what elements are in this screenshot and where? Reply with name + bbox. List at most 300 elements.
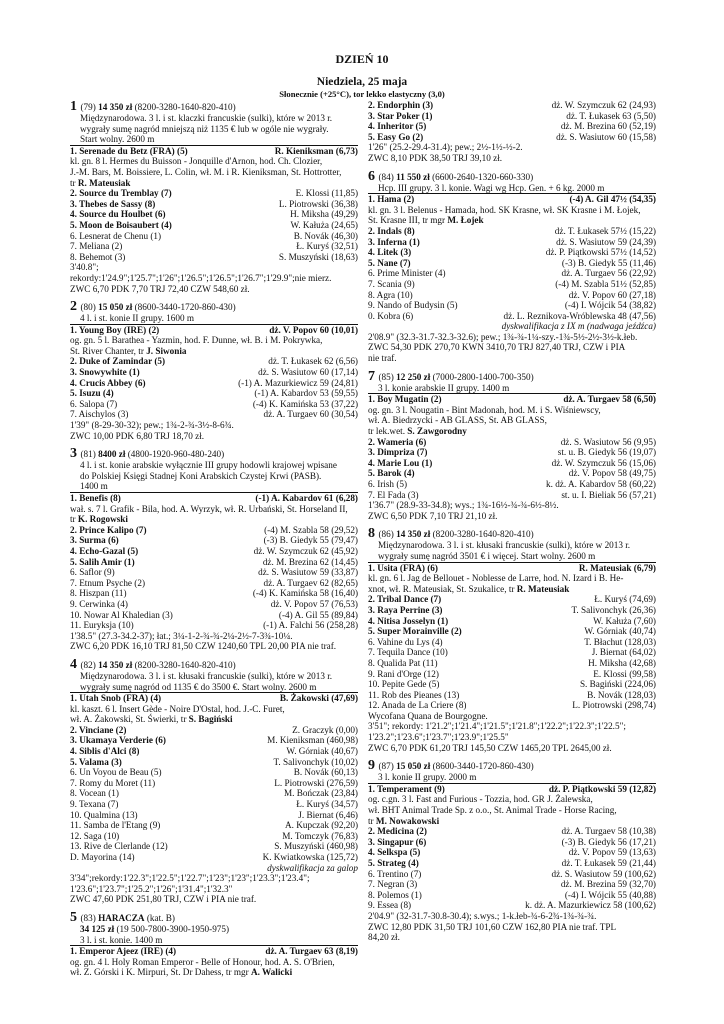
- race-notes: 1'39" (8-29-30-32); pew.; 1¾-2-¾-3½-8-6¾.: [70, 420, 234, 431]
- text-span: wł. Z. Górski i K. Mirpuri, St. Dr Dahess, tr mgr: [70, 967, 251, 978]
- text-span: (86): [378, 529, 397, 540]
- race-notes: ZWC 10,00 PDK 6,80 TRJ 18,70 zł.: [70, 430, 205, 441]
- result-row: [70, 725, 358, 736]
- jockey-name: L. Piotrowski (276,59): [274, 777, 358, 788]
- result-row: [368, 279, 656, 290]
- horse-name: 3. Singapur (6): [368, 836, 427, 847]
- horse-name: 3. Ukamaya Verderie (6): [70, 735, 166, 746]
- jockey-name: (-4) A. Gil 55 (89,84): [278, 609, 358, 620]
- bold-text: S. Zawgorodny: [407, 426, 467, 437]
- jockey-name: k. dż. A. Kabardov 58 (60,22): [546, 479, 656, 489]
- race-block: [70, 100, 358, 294]
- race-condition: 3 l. konie arabskie II grupy. 1400 m: [368, 383, 656, 395]
- result-row: [368, 900, 656, 911]
- horse-name: 6. Irish (5): [368, 479, 408, 489]
- result-row: [368, 594, 656, 605]
- race-notes: 2'04.9" (32-31.7-30.8-30.4); s.wys.; 1-k.łeb-¾-6-2¾-1¾-¾-¾.: [368, 910, 597, 921]
- right-column: [368, 100, 656, 949]
- pedigree-line: [70, 504, 358, 515]
- horse-name: 6. Un Voyou de Beau (5): [70, 767, 162, 778]
- text-span: J.-M. Bars, M. Boissiere, L. Colin, wł. M. i R. Kieniksman, St. Hottrotter,: [70, 166, 342, 177]
- result-row: [70, 525, 358, 536]
- race-number: 4: [70, 656, 81, 672]
- race-notes: 3'34";rekordy:1'22.3";1'22.5";1'22.7";1'23";1'23";1'23.3";1'23.4";: [70, 873, 310, 884]
- horse-name: 9. Nando of Budysin (5): [368, 300, 458, 311]
- jockey-name: Ł. Kuryś (74,69): [594, 594, 656, 605]
- horse-name: 2. Duke of Zamindar (5): [70, 356, 166, 367]
- pedigree-line: [70, 957, 358, 968]
- race-condition: wygrały sumę nagród mniejszą niż 1135 € lub w ogóle nie wygrały.: [80, 123, 329, 134]
- jockey-name: st. u. I. Bieliak 56 (57,21): [561, 489, 656, 500]
- horse-name: 8. Vocean (1): [70, 788, 119, 799]
- result-row: [70, 546, 358, 557]
- horse-name: 4. Litek (3): [368, 247, 412, 258]
- jockey-name: dż. A. Turgaev 58 (10,38): [561, 826, 656, 837]
- result-row: [70, 252, 358, 263]
- jockey-name: M. Bończak (23,84): [284, 788, 358, 799]
- jockey-name: T. Salivonchyk (26,36): [571, 604, 656, 615]
- horse-name: 5. Salih Amir (1): [70, 556, 135, 567]
- race-number: 1: [70, 99, 81, 114]
- result-row: [368, 637, 656, 648]
- horse-name: 0. Kobra (6): [368, 310, 414, 321]
- pedigree-line: [70, 714, 358, 725]
- result-row: [368, 837, 656, 848]
- pedigree-line: [368, 205, 656, 216]
- jockey-name: (-4) I. Wójcik 55 (40,88): [564, 889, 656, 900]
- jockey-name: S. Muszyński (460,98): [274, 841, 358, 852]
- race-number: 9: [368, 758, 379, 774]
- race-condition: wygrały sumę nagród 3501 € i więcej. Start wolny. 2600 m: [368, 551, 656, 563]
- pedigree-line: [70, 346, 358, 357]
- text-span: (85): [378, 371, 397, 382]
- race-condition: 3 l. i st. konie. 1400 m: [70, 935, 358, 947]
- text-span: St. River Chanter, tr: [70, 345, 147, 356]
- result-row: [368, 458, 656, 469]
- disqualification-note: dyskwalifikacja za galop: [267, 862, 358, 873]
- horse-name: 11. Euryksja (10): [70, 620, 134, 631]
- horse-name: 3. Dimpriza (7): [368, 447, 428, 458]
- race-number: 3: [70, 446, 81, 462]
- horse-name: 1. Emperor Ajeez (IRE) (4): [70, 946, 177, 957]
- horse-name: 13. Rive de Clerlande (12): [70, 841, 168, 852]
- jockey-name: dż. W. Szymczuk 62 (24,93): [551, 100, 656, 110]
- race-condition: 4 l. i st. konie II grupy. 1600 m: [70, 313, 358, 325]
- horse-name: 4. Selkspa (5): [368, 847, 421, 858]
- result-row: [368, 300, 656, 311]
- horse-name: 6. Saflor (9): [70, 567, 115, 578]
- result-row: [70, 599, 358, 610]
- pedigree-line: [70, 514, 358, 525]
- date-title: Niedziela, 25 maja: [316, 76, 408, 88]
- jockey-name: st. u. B. Giedyk 56 (19,07): [557, 447, 656, 458]
- race-notes: 3'51"; rekordy: 1'21.2";1'21.4";1'21.5";1'21.8";1'22.2";1'22.3";1'22.5";: [368, 721, 626, 732]
- text-span: og. gn. 4 l. Holy Roman Emperor - Belle of Honour, hod. A. S. O'Brien,: [70, 956, 335, 967]
- pedigree-line: [368, 426, 656, 437]
- text-span: wał. s. 7 l. Grafik - Bila, hod. A. Wyrzyk, wł. R. Urbański, St. Horseland II,: [70, 503, 348, 514]
- race-notes: ZWC 54,30 PDK 270,70 KWN 3410,70 TRJ 827,40 TRJ, CZW i PIA: [368, 342, 626, 353]
- result-row: [70, 241, 358, 252]
- race-number: 7: [368, 368, 379, 384]
- jockey-name: R. Kieniksman (6,73): [274, 145, 358, 156]
- horse-name: 2. Tribal Dance (7): [368, 594, 442, 605]
- horse-name: 2. Endorphin (3): [368, 100, 434, 110]
- text-span: (4800-1920-960-480-240): [125, 449, 225, 460]
- horse-name: 5. Moon de Boisaubert (4): [70, 219, 172, 230]
- jockey-name: (-4) M. Szabla 58 (29,52): [264, 524, 358, 535]
- jockey-name: B. Novák (60,13): [293, 767, 358, 778]
- text-span: (8200-3280-1640-820-410): [430, 529, 534, 540]
- race-heading: [368, 170, 656, 183]
- horse-name: 5. Easy Go (2): [368, 131, 424, 142]
- jockey-name: (-4) K. Kamińska 58 (16,40): [252, 588, 358, 599]
- result-row: [70, 757, 358, 768]
- race-block: [368, 527, 656, 753]
- result-row: [368, 826, 656, 837]
- pedigree-line: [368, 405, 656, 416]
- winner-row: [70, 693, 358, 704]
- race-condition: Międzynarodowa. 3 l. i st. kłusaki francuskie (sulki), które w 2013 r.: [378, 540, 631, 551]
- winner-row: [368, 194, 656, 205]
- result-row: [368, 447, 656, 458]
- jockey-name: B. Żakowski (47,69): [279, 693, 358, 704]
- bold-text: 34 125 zł: [80, 923, 115, 934]
- jockey-name: dż. W. Szymczuk 62 (45,92): [253, 545, 358, 556]
- text-span: og. gn. 3 l. Nougatin - Bint Madonah, hod. M. i S. Wiśniewscy,: [368, 404, 601, 415]
- bold-text: M. Łojek: [447, 215, 484, 226]
- text-span: wł. BHT Animal Trade Sp. z o.o., St. Animal Trade - Horse Racing,: [368, 805, 617, 816]
- result-row: [368, 616, 656, 627]
- race-notes: nie traf.: [368, 353, 397, 364]
- horse-name: 4. Siblis d'Alci (8): [70, 746, 140, 757]
- bold-text: 11 550 zł: [396, 171, 430, 182]
- jockey-name: (-4) K. Kamińska 53 (37,22): [252, 398, 358, 409]
- jockey-name: W. Górniak (40,67): [286, 746, 358, 757]
- race-notes: 1'36.7" (28.9-33-34.8); wys.; 1¾-16½-¾-¾-6½-8½.: [368, 500, 559, 511]
- winner-row: [368, 563, 656, 574]
- pedigree-line: [70, 335, 358, 346]
- horse-name: 8. Behemot (3): [70, 251, 126, 262]
- race-heading: [368, 370, 656, 383]
- race-block: [70, 658, 358, 905]
- race-notes: 1'23.2";1'23.6";1'23.7";1'23.9";1'25.5": [368, 732, 509, 743]
- winner-row: [368, 784, 656, 795]
- horse-name: 7. Romy du Moret (11): [70, 777, 156, 788]
- jockey-name: dż. S. Wasiutow 59 (24,39): [556, 236, 656, 247]
- race-notes: 2'08.9" (32.3-31.7-32.3-32.6); pew.; 1¾-¾-1¼-szy.-1¾-5½-2½-3½-k.łeb.: [368, 331, 638, 342]
- jockey-name: dż. T. Łukasek 63 (5,50): [566, 110, 656, 121]
- horse-name: 11. Samba de l'Etang (9): [70, 820, 161, 831]
- text-span: wł. A. Żakowski, St. Świerki, tr: [70, 714, 189, 725]
- result-row: [368, 311, 656, 322]
- bold-text: K. Rogowski: [77, 514, 128, 525]
- text-span: (87): [378, 761, 397, 772]
- jockey-name: W. Kałuża (24,65): [290, 219, 358, 230]
- horse-name: 1. Benefis (8): [70, 493, 121, 503]
- jockey-name: dż. W. Szymczuk 56 (15,06): [551, 457, 656, 468]
- jockey-name: (-4) A. Gil 47½ (54,35): [569, 194, 656, 205]
- result-row: [70, 810, 358, 821]
- horse-name: 10. Nowar Al Khaledian (3): [70, 609, 173, 620]
- text-span: (83): [80, 912, 99, 923]
- result-row: [70, 388, 358, 399]
- winner-row: [70, 146, 358, 157]
- race-notes: 84,20 zł.: [368, 932, 400, 943]
- result-row: [368, 690, 656, 701]
- horse-name: 4. Echo-Gazal (5): [70, 545, 139, 556]
- jockey-name: dż. S. Wasiutow 60 (15,58): [556, 131, 656, 142]
- text-span: (81): [80, 449, 99, 460]
- winner-row: [70, 946, 358, 957]
- horse-name: 11. Rob des Pieanes (13): [368, 689, 460, 700]
- result-row: [70, 367, 358, 378]
- jockey-name: dż. S. Wasiutow 59 (100,62): [551, 868, 656, 879]
- result-row: [70, 399, 358, 410]
- text-span: kl. gn. 8 l. Hermes du Buisson - Jonquille d'Arnon, hod. Ch. Clozier,: [70, 156, 323, 167]
- text-span: (84): [378, 171, 397, 182]
- result-row: [70, 557, 358, 568]
- result-row: [368, 121, 656, 132]
- race-prize-line: [70, 924, 358, 935]
- bold-text: 8400 zł: [98, 449, 126, 460]
- pedigree-line: [70, 967, 358, 978]
- horse-name: 5. Super Morainville (2): [368, 626, 462, 637]
- result-row: [70, 735, 358, 746]
- result-row: [368, 437, 656, 448]
- jockey-name: dż. T. Łukasek 62 (6,56): [268, 356, 358, 367]
- race-notes: ZWC 6,50 PDK 7,10 TRJ 21,10 zł.: [368, 510, 498, 521]
- text-span: wł. A. Biedrzycki - AB GLASS, St. AB GLASS,: [368, 415, 547, 426]
- horse-name: 9. Cerwinka (4): [70, 598, 128, 609]
- horse-name: 3. Inferna (1): [368, 236, 420, 247]
- jockey-name: (-1) A. Mazurkiewicz 59 (24,81): [238, 377, 358, 388]
- horse-name: 6. Lesnerat de Chenu (1): [70, 230, 162, 241]
- jockey-name: dż. A. Turgaev 63 (8,19): [265, 946, 358, 957]
- jockey-name: S. Bagiński (224,06): [579, 679, 656, 690]
- horse-name: 7. Tequila Dance (10): [368, 647, 448, 658]
- jockey-name: M. Kieniksman (460,98): [267, 735, 358, 746]
- jockey-name: dż. P. Piątkowski 59 (12,82): [548, 783, 656, 794]
- text-span: (8200-3280-1640-820-410): [132, 659, 236, 670]
- result-row: [368, 869, 656, 880]
- result-row: [70, 209, 358, 220]
- jockey-name: (-1) A. Falchi 56 (258,28): [263, 620, 358, 631]
- result-row: [70, 852, 358, 863]
- horse-name: 1. Serenade du Betz (FRA) (5): [70, 145, 188, 156]
- text-span: kl. kaszt. 6 l. Insert Gède - Noire D'Ostal, hod. J.-C. Furet,: [70, 703, 285, 714]
- race-notes: rekordy:1'24.9";1'25.7";1'26";1'26.5";1'26.5";1'26.7";1'29.9";nie mierz.: [70, 272, 332, 283]
- jockey-name: L. Piotrowski (36,38): [278, 198, 358, 209]
- horse-name: 1. Boy Mugatin (2): [368, 394, 442, 405]
- race-condition: 1400 m: [70, 481, 358, 493]
- jockey-name: Z. Graczyk (0,00): [292, 724, 358, 735]
- text-span: tr: [70, 177, 78, 188]
- race-condition: Start wolny. 2600 m: [70, 134, 358, 146]
- jockey-name: B. Novák (128,03): [587, 689, 656, 700]
- withdrawn-note: Wycofana Quana de Bourgogne.: [368, 710, 488, 721]
- horse-name: 9. Essea (8): [368, 900, 412, 911]
- bold-text: S. Bagiński: [188, 714, 233, 725]
- race-notes: ZWC 8,10 PDK 38,50 TRJ 39,10 zł.: [368, 152, 503, 163]
- horse-name: 3. Thebes de Sassy (8): [70, 198, 156, 209]
- jockey-name: J. Biernat (64,02): [591, 647, 656, 658]
- horse-name: 12. Anada de La Criere (8): [368, 700, 467, 711]
- text-span: (8600-3440-1720-860-430): [430, 761, 534, 772]
- jockey-name: K. Kwiatkowska (125,72): [262, 852, 358, 862]
- text-span: (6600-2640-1320-660-330): [429, 171, 534, 182]
- race-notes: ZWC 47,60 PDK 251,80 TRJ, CZW i PIA nie traf.: [70, 894, 257, 905]
- pedigree-line: [368, 215, 656, 226]
- horse-name: 4. Crucis Abbey (6): [70, 377, 146, 388]
- result-row: [368, 605, 656, 616]
- horse-name: 1. Temperament (9): [368, 783, 445, 794]
- result-row: [70, 188, 358, 199]
- race-notes: ZWC 6,70 PDK 61,20 TRJ 145,50 CZW 1465,20 TPL 2645,00 zł.: [368, 742, 612, 753]
- jockey-name: dż. A. Turgaev 62 (82,65): [263, 577, 358, 588]
- race-heading: [70, 100, 358, 113]
- jockey-name: (-4) M. Szabla 51½ (52,85): [555, 278, 656, 289]
- result-row: [70, 831, 358, 842]
- result-row: [70, 610, 358, 621]
- result-row: [368, 658, 656, 669]
- jockey-name: dż. S. Wasiutow 60 (17,14): [258, 367, 358, 378]
- jockey-name: dż. V. Popov 58 (49,75): [568, 468, 656, 479]
- horse-name: 2. Medicina (2): [368, 826, 427, 837]
- result-row: [368, 626, 656, 637]
- race-notes: 1'26" (25.2-29.4-31.4); pew.; 2½-1½-½-2.: [368, 142, 523, 153]
- jockey-name: dż. A. Turgaev 60 (30,54): [263, 409, 358, 420]
- bold-text: 14 350 zł: [98, 659, 133, 670]
- result-row: [368, 669, 656, 680]
- horse-name: 7. Meliana (2): [70, 241, 123, 252]
- race-notes: ZWC 6,20 PDK 16,10 TRJ 81,50 CZW 1240,60 TPL 20,00 PIA nie traf.: [70, 641, 337, 652]
- race-block: [368, 170, 656, 364]
- result-row: [368, 479, 656, 490]
- text-span: (19 500-7800-3900-1950-975): [114, 923, 230, 934]
- horse-name: 10. Pepite Gede (5): [368, 679, 440, 690]
- result-row: [368, 847, 656, 858]
- text-span: (79): [80, 102, 99, 112]
- horse-name: 2. Prince Kalipo (7): [70, 524, 147, 535]
- horse-name: 9. Texana (7): [70, 799, 119, 810]
- result-row: [70, 746, 358, 757]
- result-row: [70, 588, 358, 599]
- race-heading: [70, 300, 358, 313]
- race-block: [368, 100, 656, 164]
- jockey-name: dż. M. Brezina 59 (32,70): [560, 879, 656, 890]
- horse-name: 8. Hiszpan (11): [70, 588, 127, 599]
- race-block: [368, 370, 656, 522]
- day-title: DZIEŃ 10: [335, 52, 389, 66]
- result-row: [70, 231, 358, 242]
- race-notes: ZWC 6,70 PDK 7,70 TRJ 72,40 CZW 548,60 zł.: [70, 283, 250, 294]
- jockey-name: A. Kupczak (92,20): [285, 820, 358, 831]
- text-span: kl. gn. 6 l. Jag de Bellouet - Noblesse de Larre, hod. N. Izard i B. He-: [368, 573, 624, 584]
- jockey-name: dż. M. Brezina 60 (52,19): [560, 121, 656, 132]
- horse-name: 7. El Fada (3): [368, 489, 419, 500]
- horse-name: 2. Indals (8): [368, 225, 415, 236]
- weather-line: Słonecznie (+25°C), tor lekko elastyczny (3,0): [279, 89, 445, 99]
- horse-name: 1. Hama (2): [368, 194, 415, 205]
- pedigree-line: [70, 156, 358, 167]
- horse-name: 4. Nitisa Josselyn (1): [368, 615, 449, 626]
- jockey-name: Ł. Kuryś (34,57): [296, 799, 358, 810]
- result-row: [368, 268, 656, 279]
- horse-name: 1. Usita (FRA) (6): [368, 562, 438, 573]
- horse-name: 9. Rani d'Orge (12): [368, 668, 439, 679]
- text-span: (8200-3280-1640-820-410): [132, 102, 236, 112]
- result-row: [368, 132, 656, 143]
- bold-text: R. Mateusiak: [516, 583, 570, 594]
- race-notes: 1'23.6";1'23.7";1'25.2";1'26";1'31.4";1'32.3": [70, 883, 233, 894]
- jockey-name: (-3) B. Giedyk 55 (11,46): [561, 257, 656, 268]
- text-span: St. Krasne III, tr mgr: [368, 215, 448, 226]
- race-block: [70, 300, 358, 441]
- race-heading: [368, 527, 656, 540]
- pedigree-line: [368, 805, 656, 816]
- horse-name: 6. Prime Minister (4): [368, 268, 446, 279]
- jockey-name: dż. V. Popov 57 (76,53): [270, 598, 358, 609]
- result-row: [70, 199, 358, 210]
- bold-text: A. Walicki: [250, 967, 293, 978]
- race-condition: Międzynarodowa. 3 l. i st. klaczki francuskie (sulki), które w 2013 r.: [80, 113, 333, 123]
- result-row: [70, 788, 358, 799]
- result-row: [70, 778, 358, 789]
- horse-name: 2. Vinciane (2): [70, 724, 127, 735]
- pedigree-line: [368, 584, 656, 595]
- horse-name: 10. Qualmina (13): [70, 809, 138, 820]
- race-condition: wygrały sumę nagród od 1135 € do 3500 €. Start wolny. 2600 m: [70, 682, 358, 694]
- race-notes: 3'40.8";: [70, 262, 99, 273]
- horse-name: 4. Source du Houlbet (6): [70, 209, 166, 220]
- horse-name: 6. Trentino (7): [368, 868, 422, 879]
- text-span: (kat. B): [144, 912, 175, 923]
- result-row: [70, 578, 358, 589]
- result-row: [368, 700, 656, 711]
- disqualification-note: dyskwalifikacja z IX m (nadwaga jeźdźca): [501, 321, 656, 332]
- pedigree-line: [70, 167, 358, 178]
- jockey-name: H. Miksha (42,68): [588, 657, 656, 668]
- horse-name: 2. Wameria (6): [368, 436, 427, 447]
- bold-text: M. Nowakowski: [375, 815, 440, 826]
- race-block: [70, 911, 358, 978]
- result-row: [368, 468, 656, 479]
- jockey-name: H. Miksha (49,29): [290, 209, 358, 220]
- jockey-name: E. Klossi (11,85): [295, 188, 358, 199]
- horse-name: 2. Source du Tremblay (7): [70, 188, 172, 199]
- result-row: [368, 879, 656, 890]
- result-row: [368, 100, 656, 111]
- jockey-name: dż. A. Turgaev 56 (22,92): [561, 268, 656, 279]
- horse-name: 7. Scania (9): [368, 278, 415, 289]
- horse-name: 8. Qualida Pat (11): [368, 657, 438, 668]
- result-row: [70, 378, 358, 389]
- bold-text: J. Siwonia: [146, 345, 187, 356]
- jockey-name: (-3) B. Giedyk 55 (79,47): [263, 535, 358, 546]
- horse-name: 1. Utah Snob (FRA) (4): [70, 693, 162, 704]
- result-row: [368, 247, 656, 258]
- jockey-name: dż. M. Brezina 62 (14,45): [262, 556, 358, 567]
- result-row: [70, 356, 358, 367]
- jockey-name: T. Salivonchyk (10,02): [273, 756, 358, 767]
- race-number: 2: [70, 299, 81, 315]
- pedigree-line: [70, 704, 358, 715]
- horse-name: 1. Young Boy (IRE) (2): [70, 324, 160, 335]
- text-span: tr: [70, 514, 78, 525]
- race-condition: 3 l. konie II grupy. 2000 m: [368, 772, 656, 784]
- horse-name: 3. Raya Perrine (3): [368, 604, 443, 615]
- bold-text: 15 050 zł: [98, 302, 133, 313]
